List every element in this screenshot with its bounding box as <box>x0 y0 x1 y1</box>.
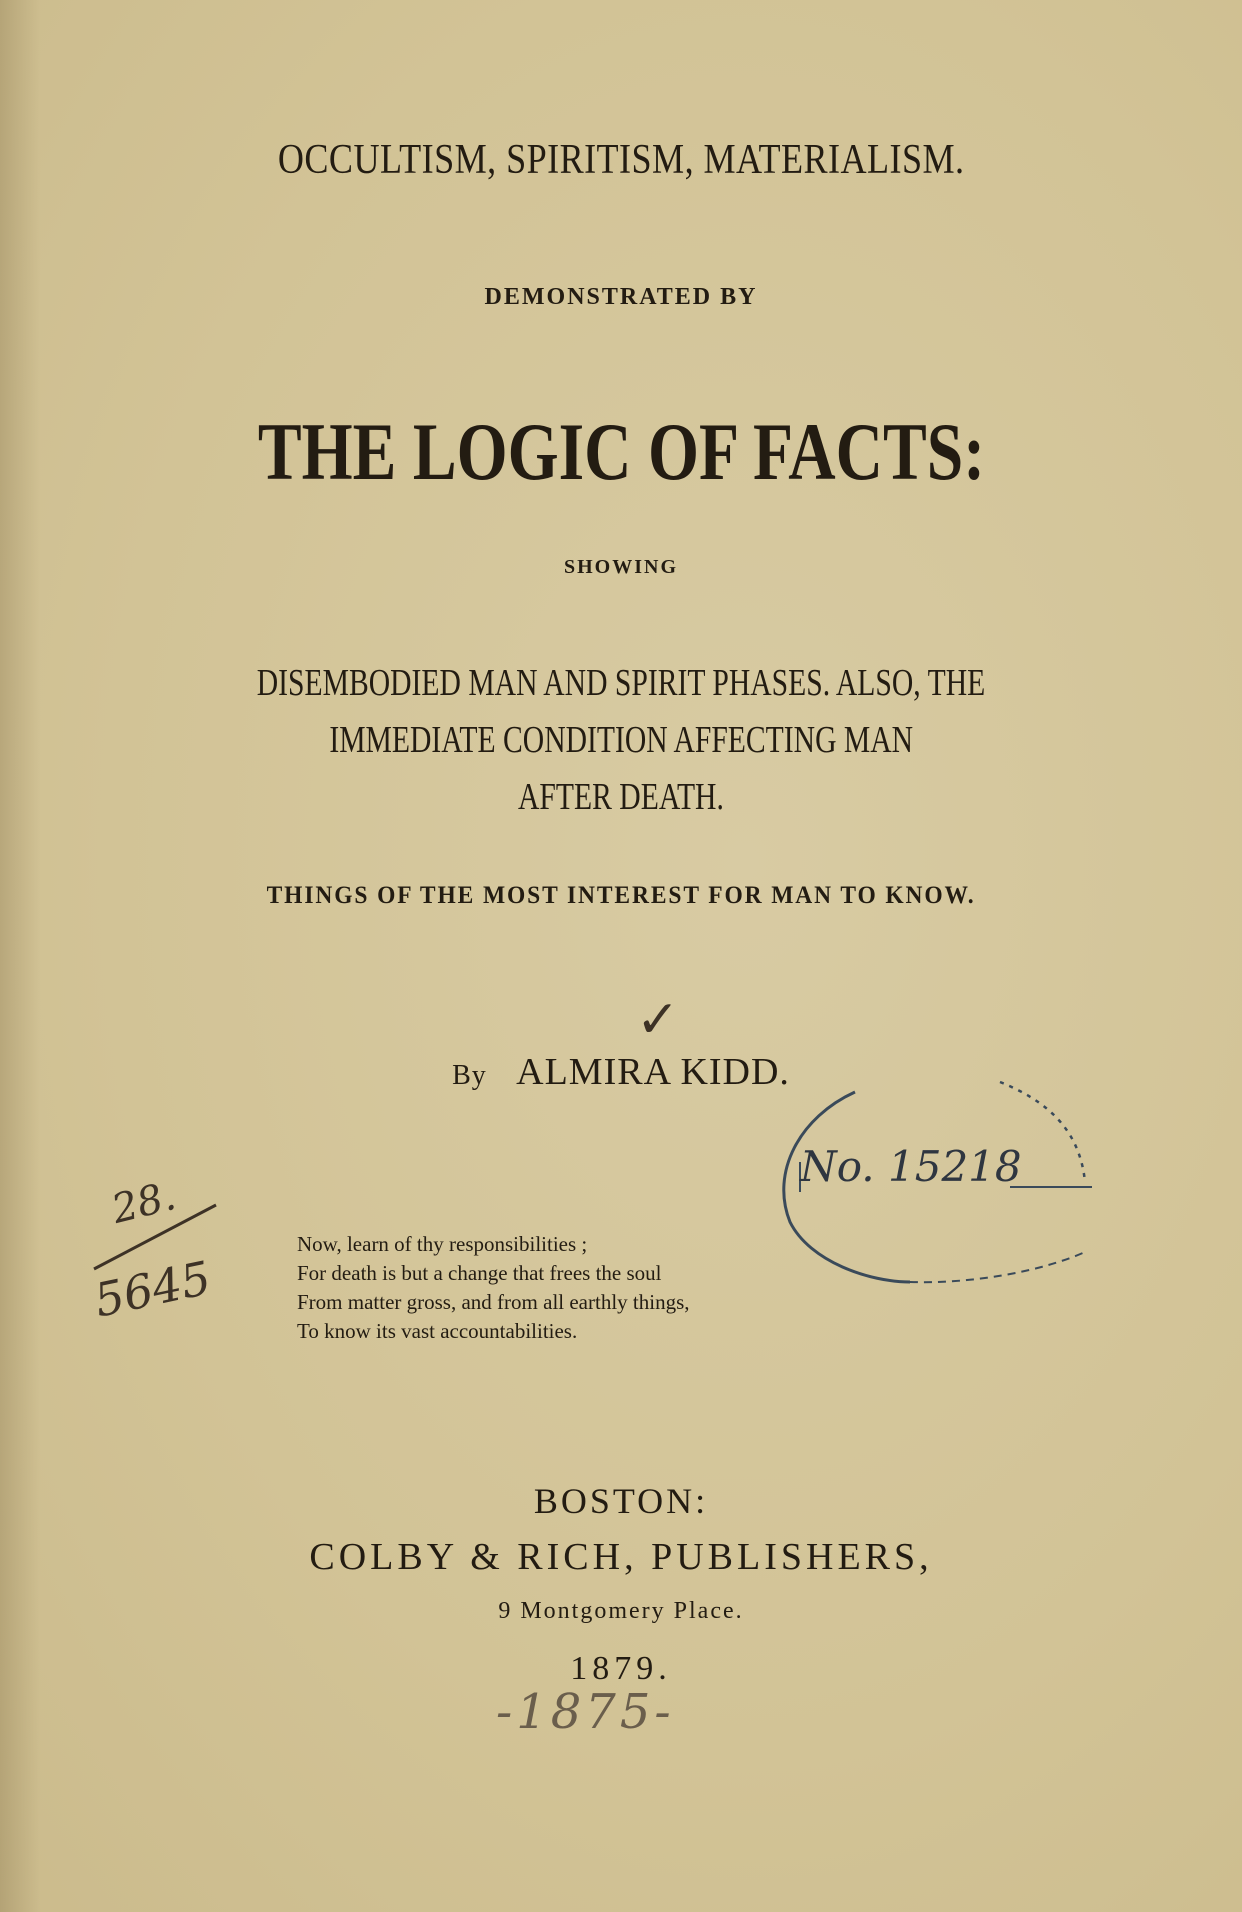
author-name: ALMIRA KIDD. <box>516 1051 790 1093</box>
epigraph <box>297 1230 690 1346</box>
library-stamp <box>760 1072 1100 1287</box>
subtitle-block <box>0 655 1242 826</box>
imprint-address-text: 9 Montgomery Place. <box>498 1598 744 1624</box>
imprint-publisher-text: COLBY & RICH, PUBLISHERS, <box>309 1536 933 1578</box>
epigraph-line-2: For death is but a change that frees the soul <box>297 1261 662 1285</box>
imprint-city <box>0 1480 1242 1522</box>
margin-note-top: 28. <box>107 1172 181 1234</box>
subtitle-line-3: AFTER DEATH. <box>518 776 724 818</box>
stamp-number: No. 15218 <box>800 1142 1022 1191</box>
main-title <box>0 405 1242 499</box>
epigraph-line-4: To know its vast accountabilities. <box>297 1319 578 1343</box>
subtitle-line-1: DISEMBODIED MAN AND SPIRIT PHASES. ALSO, THE <box>256 662 986 704</box>
imprint-city-text: BOSTON: <box>533 1481 709 1521</box>
author-by: By <box>452 1060 487 1091</box>
showing-text: SHOWING <box>563 556 679 578</box>
imprint-year-text: 1879. <box>570 1650 672 1687</box>
demonstrated-by <box>0 284 1242 311</box>
year-annotation: -1875- <box>496 1684 675 1740</box>
subtitle-line-2: IMMEDIATE CONDITION AFFECTING MAN <box>329 719 913 761</box>
imprint-publisher <box>0 1535 1242 1579</box>
demonstrated-by-text: DEMONSTRATED BY <box>484 284 758 310</box>
showing-label <box>0 556 1242 579</box>
tagline <box>0 882 1242 910</box>
imprint-year <box>0 1650 1242 1688</box>
main-title-text: THE LOGIC OF FACTS: <box>257 406 985 497</box>
header-line <box>0 136 1242 184</box>
header-text: OCCULTISM, SPIRITISM, MATERIALISM. <box>277 137 965 183</box>
tagline-text: THINGS OF THE MOST INTEREST FOR MAN TO KNOW. <box>266 882 976 909</box>
imprint-address <box>0 1598 1242 1625</box>
margin-note-bottom: 5645 <box>89 1250 216 1328</box>
epigraph-line-1: Now, learn of thy responsibilities ; <box>297 1232 588 1256</box>
check-mark-icon: ✓ <box>636 990 680 1050</box>
epigraph-line-3: From matter gross, and from all earthly things, <box>297 1290 690 1314</box>
